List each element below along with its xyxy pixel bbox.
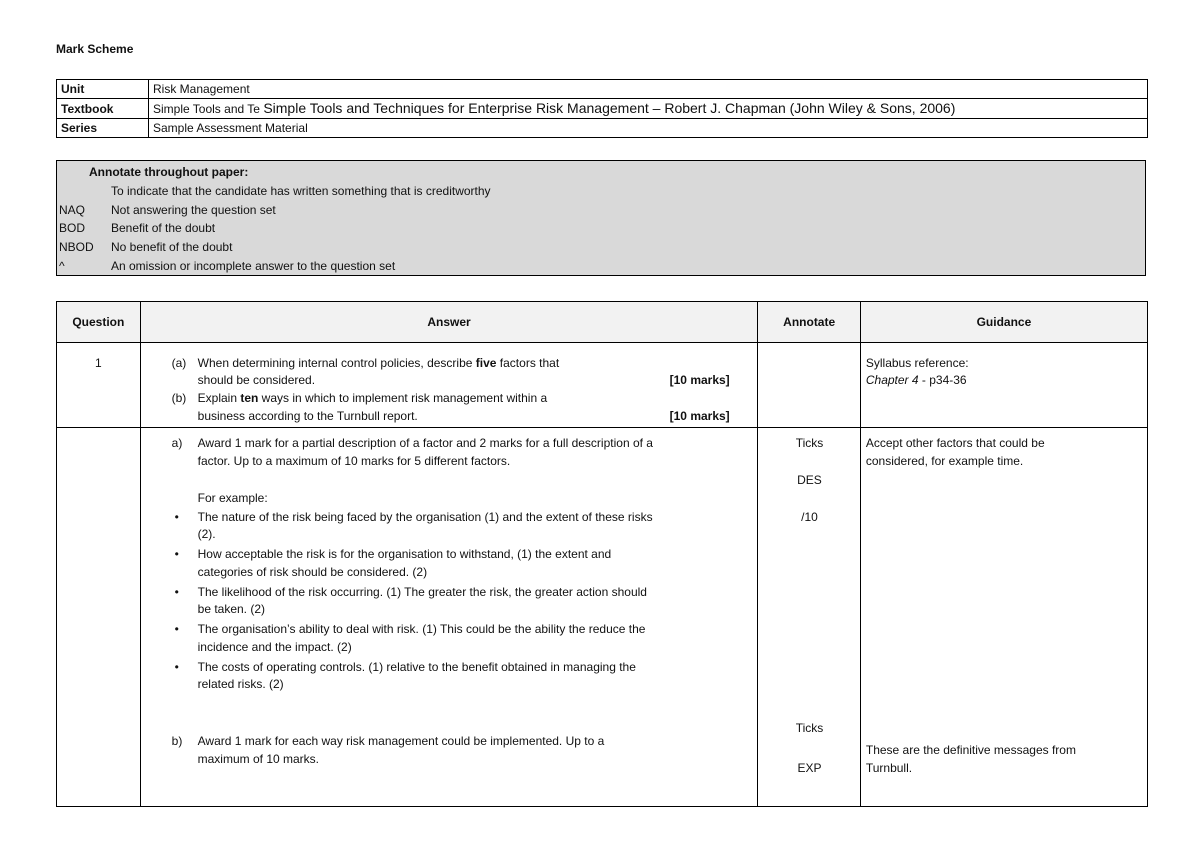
answer-cell: [140, 428, 758, 807]
annotation-desc: Benefit of the doubt: [111, 221, 216, 235]
guidance-a-line2: considered, for example time.: [865, 454, 1024, 468]
syllabus-reference: Syllabus reference:: [865, 356, 969, 370]
series-label: Series: [57, 119, 149, 138]
textbook-label: Textbook: [57, 99, 149, 119]
textbook-value: Simple Tools and Techniques for Enterprise Risk Management – Robert J. Chapman (John Wiley & Sons, 2006): [263, 100, 956, 116]
answer-a-intro-line1: Award 1 mark for a partial description of a factor and 2 marks for a full description of a: [197, 436, 653, 450]
annotation-code: BOD: [59, 221, 86, 235]
part-a-text: When determining internal control policies, describe: [197, 356, 476, 370]
annotate-max: /10: [801, 510, 818, 524]
bullet-line1: The likelihood of the risk occurring. (1) The greater the risk, the greater action should: [197, 585, 647, 599]
header-guidance: Guidance: [860, 302, 1147, 343]
part-b-marks: [10 marks]: [669, 409, 730, 423]
bullet-icon: •: [174, 660, 179, 674]
annotation-code: NBOD: [59, 240, 94, 254]
question-text-cell: [140, 343, 758, 428]
header-row: [57, 302, 1148, 343]
annotation-code: NAQ: [59, 203, 86, 217]
question-row: [57, 343, 1148, 428]
annotate-des: DES: [797, 473, 822, 487]
series-value: Sample Assessment Material: [149, 119, 1148, 138]
bullet-line1: The costs of operating controls. (1) relative to the benefit obtained in managing the: [197, 660, 636, 674]
part-b-text-end: ways in which to implement risk management within a: [258, 391, 548, 405]
part-a-bold: five: [475, 356, 497, 370]
header-question: Question: [57, 302, 141, 343]
bullet-line2: (2).: [197, 527, 216, 541]
part-b-bold: ten: [240, 391, 259, 405]
annotation-heading: Annotate throughout paper:: [89, 165, 249, 179]
annotation-desc: No benefit of the doubt: [111, 240, 233, 254]
guidance-b-line2: Turnbull.: [865, 761, 913, 775]
part-a-line1: [198, 354, 560, 372]
guidance-a-line1: Accept other factors that could be: [865, 436, 1045, 450]
part-a-marks: [10 marks]: [669, 373, 730, 387]
annotation-key-box: [56, 160, 1146, 276]
part-b-line1: [198, 389, 548, 407]
chapter-pages: - p34-36: [918, 373, 967, 387]
annotate-ticks-b: Ticks: [795, 721, 824, 735]
annotation-desc: To indicate that the candidate has written something that is creditworthy: [111, 184, 491, 198]
question-number: 1: [95, 356, 102, 370]
answer-b-label: b): [171, 734, 183, 748]
bullet-line1: The nature of the risk being faced by the organisation (1) and the extent of these risks: [197, 510, 653, 524]
part-b-label: (b): [171, 391, 187, 405]
answer-question-cell: [57, 428, 141, 807]
annotation-desc: Not answering the question set: [111, 203, 276, 217]
bullet-icon: •: [174, 547, 179, 561]
bullet-line1: The organisation’s ability to deal with risk. (1) This could be the ability the reduce the: [197, 622, 646, 636]
series-row: [57, 119, 1148, 138]
annotation-code: ^: [59, 259, 65, 273]
textbook-row: [57, 99, 1148, 119]
bullet-icon: •: [174, 510, 179, 524]
answer-a-label: a): [171, 436, 183, 450]
bullet-icon: •: [174, 585, 179, 599]
answer-annotate-cell: [758, 428, 860, 807]
answer-a-intro-line2: factor. Up to a maximum of 10 marks for 5 different factors.: [197, 454, 511, 468]
mark-scheme-table: [56, 301, 1148, 807]
bullet-line2: be taken. (2): [197, 602, 266, 616]
bullet-icon: •: [174, 622, 179, 636]
question-guidance-cell: [860, 343, 1147, 428]
header-annotate: Annotate: [758, 302, 860, 343]
unit-value: Risk Management: [149, 80, 1148, 99]
textbook-prefix: Simple Tools and Te: [153, 102, 260, 116]
part-a-text-end: factors that: [496, 356, 560, 370]
annotate-exp: EXP: [797, 761, 822, 775]
bullet-line2: related risks. (2): [197, 677, 284, 691]
question-annotate-cell: [758, 343, 860, 428]
part-b-line2: business according to the Turnbull report.: [197, 409, 418, 423]
answer-row: [57, 428, 1148, 807]
question-number-cell: [57, 343, 141, 428]
page-title: Mark Scheme: [56, 42, 134, 56]
syllabus-chapter: [866, 371, 967, 389]
annotation-desc: An omission or incomplete answer to the question set: [111, 259, 396, 273]
bullet-line1: How acceptable the risk is for the organisation to withstand, (1) the extent and: [197, 547, 612, 561]
answer-guidance-cell: [860, 428, 1147, 807]
annotate-ticks-a: Ticks: [795, 436, 824, 450]
bullet-line2: categories of risk should be considered. (2): [197, 565, 428, 579]
chapter-italic: Chapter 4: [865, 373, 919, 387]
textbook-cell: [149, 99, 1148, 119]
info-table: [56, 79, 1148, 138]
part-b-text: Explain: [197, 391, 241, 405]
part-a-line2: should be considered.: [197, 373, 316, 387]
guidance-b-line1: These are the definitive messages from: [865, 743, 1076, 757]
part-a-label: (a): [171, 356, 187, 370]
header-answer: Answer: [140, 302, 758, 343]
unit-label: Unit: [57, 80, 149, 99]
bullet-line2: incidence and the impact. (2): [197, 640, 352, 654]
answer-b-line2: maximum of 10 marks.: [197, 752, 319, 766]
unit-row: [57, 80, 1148, 99]
answer-b-line1: Award 1 mark for each way risk management could be implemented. Up to a: [197, 734, 605, 748]
example-label: For example:: [197, 491, 268, 505]
